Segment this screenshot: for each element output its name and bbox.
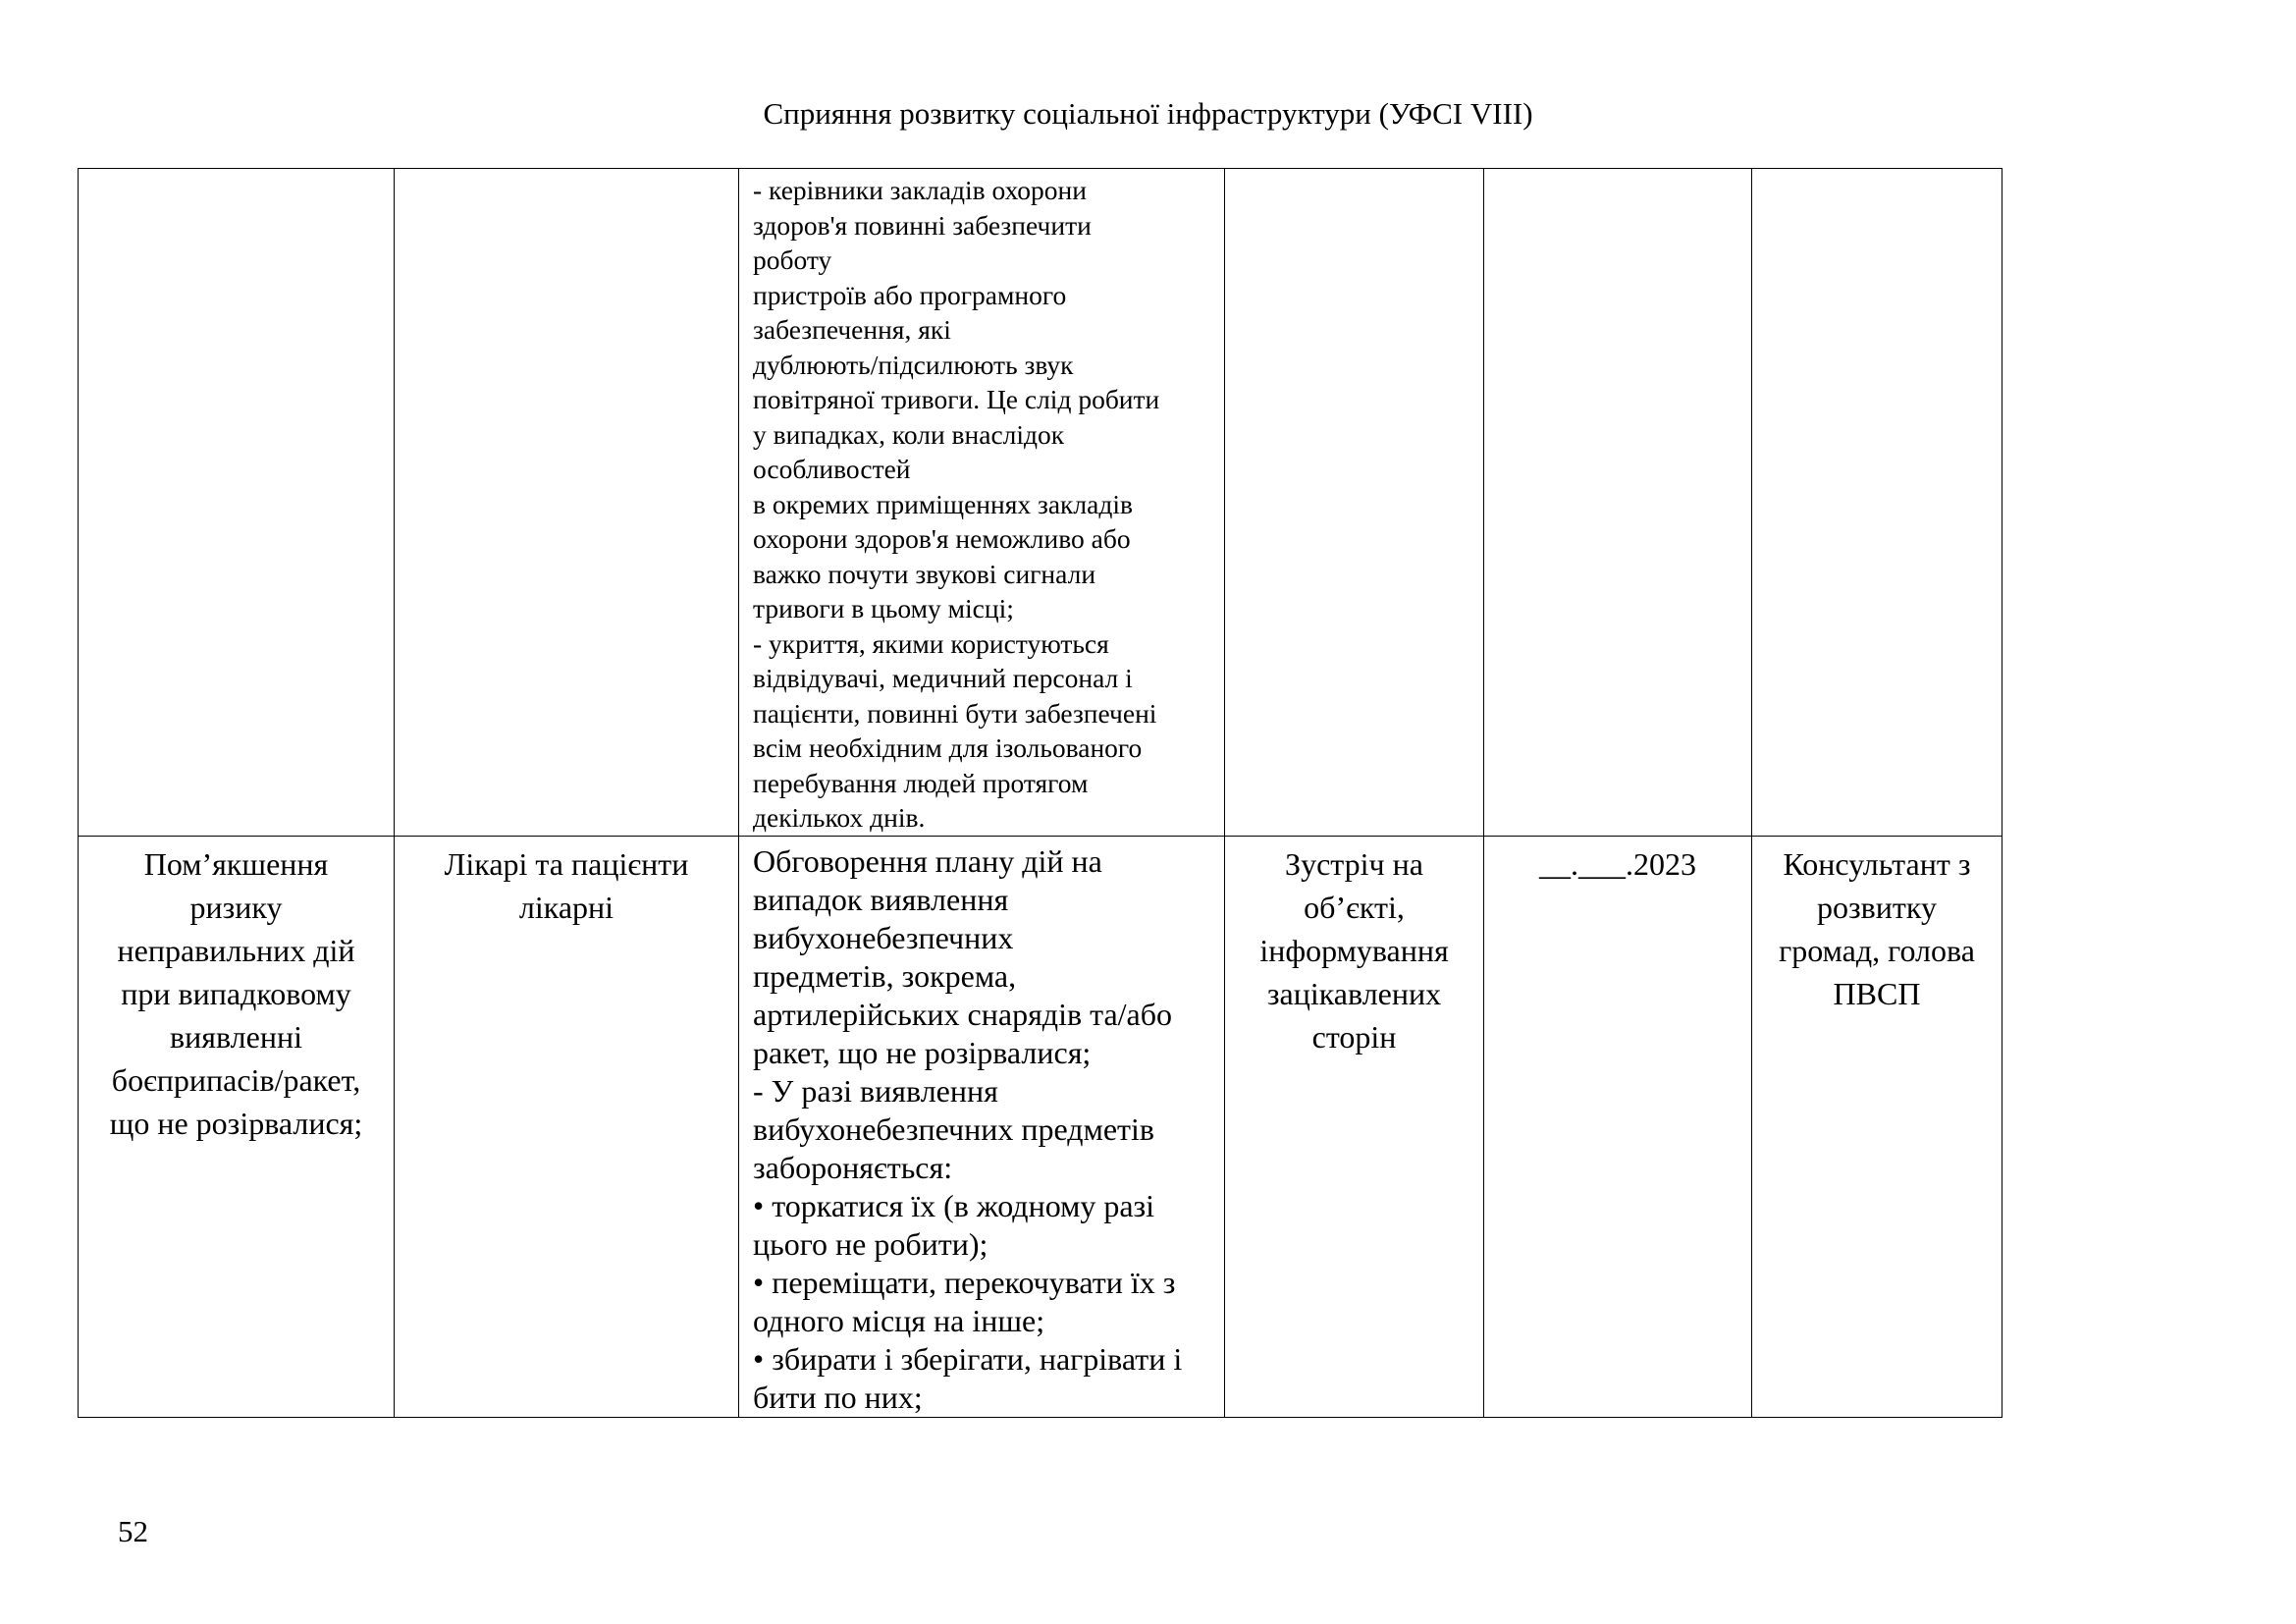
page-header-title: Сприяння розвитку соціальної інфраструктури (УФСІ VIII) (763, 96, 1533, 131)
measures-text: - керівники закладів охорони здоров'я повинні забезпечити роботу пристроїв або програмного забезпечення, які дублюють/підсилюють звук повітряної тривоги. Це слід робити у випадках, коли внаслідок особливостей в окремих приміщеннях закладів охорони здоров'я неможливо або важко почути звукові сигнали тривоги в цьому місці; - укриття, якими користуються відвідувачі, медичний персонал і пацієнти, повинні бути забезпечені всім необхідним для ізольованого перебування людей протягом декількох днів. (753, 175, 1160, 833)
table-cell-date (1484, 836, 1752, 1417)
table-row (79, 836, 2002, 1417)
target-group-text: Лікарі та пацієнти лікарні (444, 845, 689, 925)
responsible-text: Консультант з розвитку громад, голова ПВСП (1779, 845, 1975, 1011)
table-cell-measures (739, 836, 1225, 1417)
risk-text: Пом’якшення ризику неправильних дій при випадковому виявленні боєприпасів/ракет, що не розірвалися; (109, 845, 363, 1141)
table-cell-empty (79, 169, 395, 837)
table-cell-empty (1752, 169, 2002, 837)
action-plan-table (78, 168, 2002, 1418)
table-cell-responsible (1752, 836, 2002, 1417)
table-cell-format (1225, 836, 1484, 1417)
table-cell-empty (1225, 169, 1484, 837)
date-text: __.___.2023 (1539, 845, 1696, 882)
format-text: Зустріч на об’єкті, інформування зацікавлених сторін (1259, 845, 1449, 1055)
table-cell-target-group (395, 836, 739, 1417)
measures-text: Обговорення плану дій на випадок виявлення вибухонебезпечних предметів, зокрема, артилерійських снарядів та/або ракет, що не розірвалися; - У разі виявлення вибухонебезпечних предметів забороняється: • торкатися їх (в жодному разі цього не робити); • переміщати, перекочувати їх з одного місця на інше; • збирати і зберігати, нагрівати і бити по них; (753, 842, 1183, 1415)
page-number: 52 (118, 1514, 148, 1548)
table-cell-risk (79, 836, 395, 1417)
table-cell-empty (1484, 169, 1752, 837)
table-row-continuation (79, 169, 2002, 837)
table-cell-measures (739, 169, 1225, 837)
table-cell-empty (395, 169, 739, 837)
